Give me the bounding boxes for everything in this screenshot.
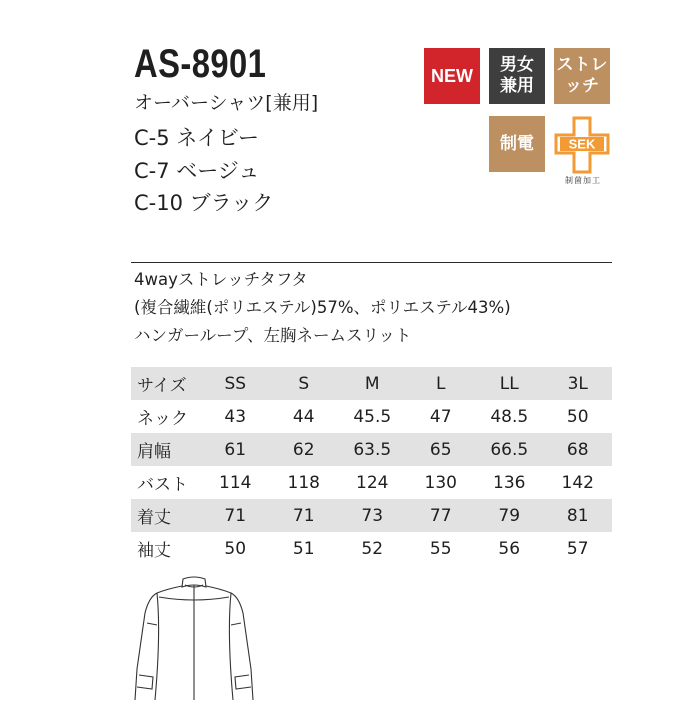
table-cell: 44 [292,406,315,427]
table-cell: 63.5 [338,433,407,466]
size-header-m: M [338,367,407,400]
table-cell: 124 [356,472,389,493]
row-label: 着丈 [131,499,201,532]
size-header-l: L [407,367,476,400]
table-cell: 62 [270,433,339,466]
size-row-bust [131,466,612,499]
new-badge-label: NEW [431,65,473,86]
table-cell: 65 [407,433,476,466]
product-model-number: AS-8901 [134,42,267,86]
table-cell: 56 [498,538,521,559]
size-chart-table [131,367,612,565]
table-cell: 61 [201,433,270,466]
row-label: 袖丈 [137,541,171,561]
fabric-name: 4wayストレッチタフタ [134,270,308,289]
sek-logo-text: SEK [568,136,596,152]
stretch-badge-line1: ストレ [556,55,608,75]
color-option-beige: C-7 ベージュ [134,159,260,183]
table-cell: 50 [566,406,589,427]
table-cell: 118 [287,472,320,493]
size-row-shoulder [131,433,612,466]
table-cell: 81 [544,499,613,532]
table-cell: 73 [338,499,407,532]
table-cell: 43 [224,406,247,427]
table-cell: 57 [566,538,589,559]
size-row-length [131,499,612,532]
size-row-neck [131,400,612,433]
table-cell: 136 [493,472,526,493]
table-cell: 45.5 [353,406,392,427]
size-header-3l: 3L [544,367,613,400]
table-cell: 48.5 [490,406,529,427]
row-label: 肩幅 [131,433,201,466]
size-header-ss: SS [201,367,270,400]
size-row-sleeve [131,532,612,565]
row-label: バスト [137,475,188,495]
new-badge [424,48,480,104]
size-header-s: S [270,367,339,400]
unisex-badge-line2: 兼用 [500,76,534,96]
size-header-row [131,367,612,400]
sek-caption: 制菌加工 [565,176,601,185]
fabric-composition: (複合繊維(ポリエステル)57%、ポリエステル43%) [134,298,511,317]
table-cell: 79 [475,499,544,532]
antistatic-badge-label: 制電 [500,133,534,154]
table-cell: 50 [224,538,247,559]
table-cell: 66.5 [475,433,544,466]
table-cell: 77 [407,499,476,532]
product-name: オーバーシャツ[兼用] [134,92,319,114]
size-header-label: サイズ [131,367,201,400]
table-cell: 55 [429,538,452,559]
unisex-badge-line1: 男女 [500,55,534,75]
table-cell: 142 [561,472,594,493]
table-cell: 71 [201,499,270,532]
table-cell: 47 [429,406,452,427]
color-option-navy: C-5 ネイビー [134,126,260,150]
stretch-badge-line2: ッチ [565,76,599,96]
product-features: ハンガーループ、左胸ネームスリット [134,326,412,345]
sek-cross-icon [553,116,611,176]
table-cell: 52 [361,538,384,559]
row-label: ネック [137,409,188,429]
shirt-back-view-icon [127,573,262,704]
table-cell: 71 [270,499,339,532]
table-cell: 130 [424,472,457,493]
table-cell: 51 [292,538,315,559]
table-cell: 114 [219,472,252,493]
color-option-black: C-10 ブラック [134,191,274,215]
size-header-ll: LL [475,367,544,400]
section-divider [131,262,612,263]
antistatic-badge [489,116,545,172]
unisex-badge [489,48,545,104]
table-cell: 68 [544,433,613,466]
stretch-badge [554,48,610,104]
